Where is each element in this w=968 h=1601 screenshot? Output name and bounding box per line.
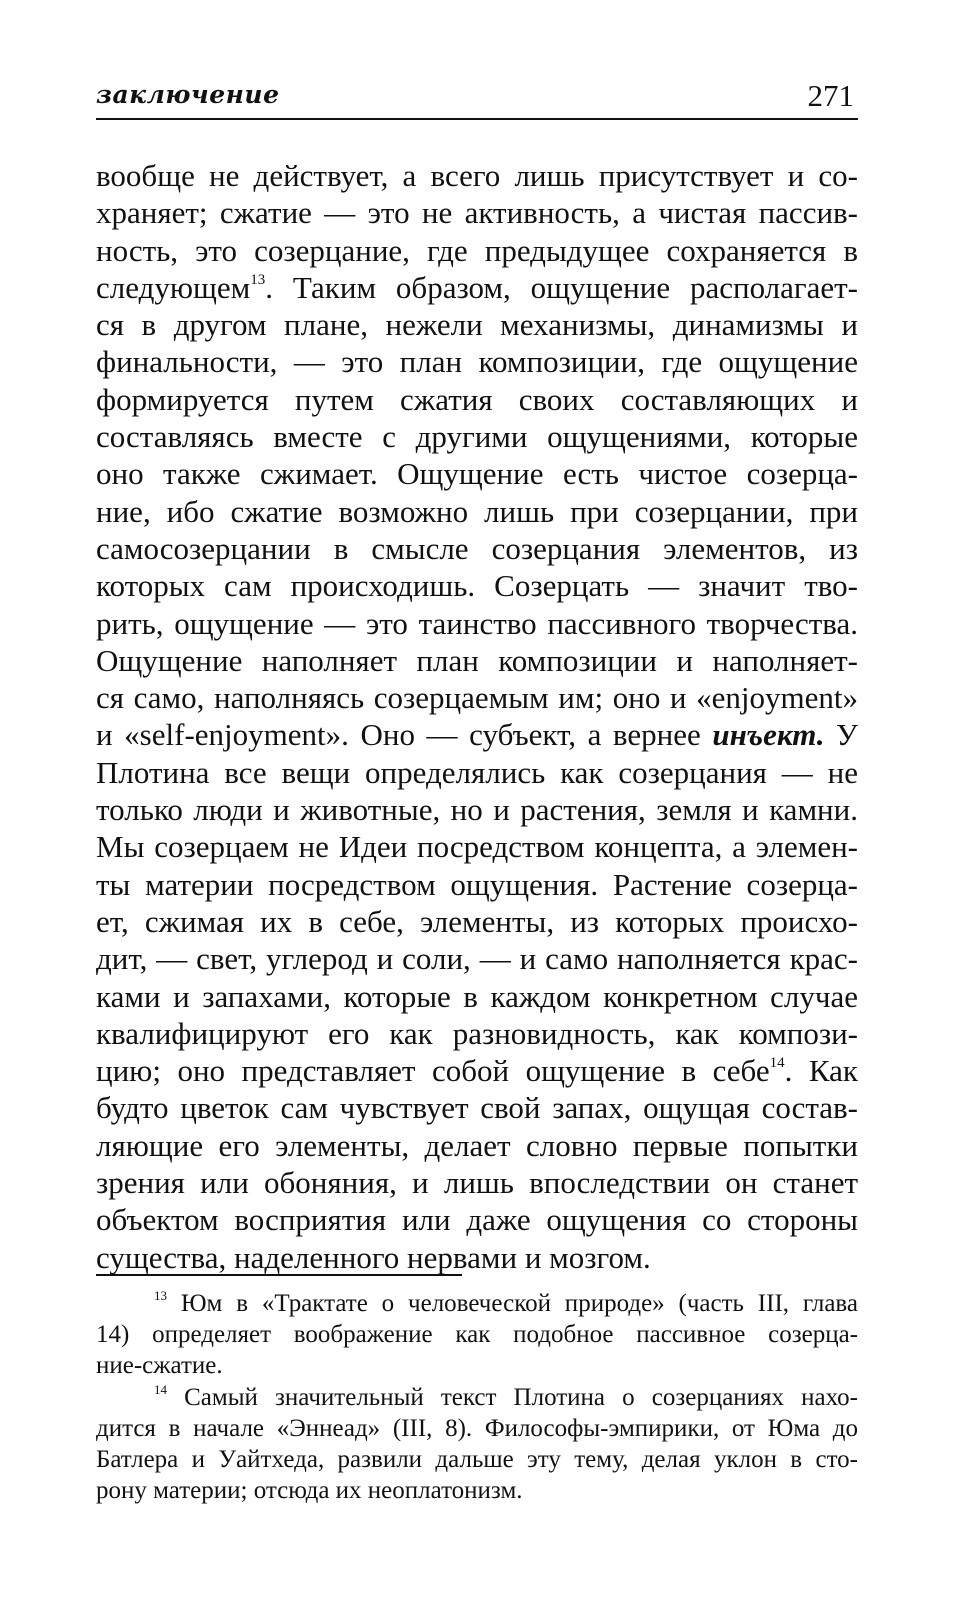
main-text [96, 157, 858, 1276]
footnote-divider [96, 1274, 462, 1276]
text-line: оно также сжимает. Ощущение есть чистое созерца- [96, 456, 858, 492]
text-line: самосозерцании в смысле созерцания элементов, из [96, 530, 858, 566]
text-line: ся в другом плане, нежели механизмы, динамизмы и [96, 307, 858, 343]
footnotes [96, 1288, 858, 1506]
text-line: Плотина все вещи определялись как созерцания — не [96, 754, 858, 790]
text-line: дит, — свет, углерод и соли, — и само наполняется крас- [96, 941, 858, 977]
text-line: зрения или обоняния, и лишь впоследствии он станет [96, 1165, 858, 1201]
text-line: ты материи посредством ощущения. Растение созерца- [96, 866, 858, 902]
text-line: следующем$^{13}$. Таким образом, ощущение располагает- [96, 269, 858, 305]
text-line: Мы созерцаем не Идеи посредством концепта, а элемен- [96, 829, 858, 865]
text-line: вообще не действует, а всего лишь присутствует и со- [96, 158, 858, 193]
text-line: Ощущение наполняет план композиции и наполняет- [96, 642, 858, 678]
footnote-line: ние-сжатие. [96, 1352, 223, 1380]
emphasis-term: инъект. [712, 717, 825, 753]
text-segment: и «self-enjoyment». Оно — субъект, а вернее [96, 717, 701, 753]
text-line: объектом восприятия или даже ощущения со стороны [96, 1202, 858, 1238]
text-line: которых сам происходишь. Созерцать — значит тво- [96, 568, 858, 604]
text-line: ляющие его элементы, делает словно первые попытки [96, 1127, 858, 1163]
section-title: заключение [96, 80, 280, 109]
text-line: будто цветок сам чувствует свой запах, ощущая состав- [96, 1090, 858, 1126]
footnote-text: Самый значительный текст Плотина о созерцаниях нахо- [184, 1383, 859, 1411]
text-line: храняет; сжатие — это не активность, а чистая пассив- [96, 195, 858, 231]
footnote-line: 14) определяет воображение как подобное пассивное созерца- [96, 1321, 858, 1349]
text-line: существа, наделенного нервами и мозгом. [96, 1239, 651, 1275]
text-segment: следующем [96, 269, 251, 305]
text-segment: цию; оно представляет собой ощущение в себе [96, 1053, 770, 1089]
text-line: ние, ибо сжатие возможно лишь при созерцании, при [96, 493, 858, 529]
footnote-ref: 13 [250, 271, 266, 288]
footnote-line: рону материи; отсюда их неоплатонизм. [96, 1477, 523, 1505]
running-header [96, 74, 858, 120]
text-line: рить, ощущение — это таинство пассивного творчества. [96, 605, 858, 641]
text-segment: Таким образом, ощущение располагает- [292, 269, 858, 305]
footnote-number: 14 [154, 1381, 167, 1397]
text-line: ность, это созерцание, где предыдущее сохраняется в [96, 232, 858, 268]
footnote-line [96, 1382, 858, 1413]
text-line: квалифицируют его как разновидность, как компози- [96, 1015, 858, 1051]
text-line [96, 1052, 858, 1089]
text-line: только люди и животные, но и растения, земля и камни. [96, 792, 858, 828]
page-number: 271 [807, 78, 854, 113]
text-line: составляясь вместе с другими ощущениями, которые [96, 419, 858, 455]
text-line: формируется путем сжатия своих составляющих и [96, 381, 858, 417]
text-line: финальности, — это план композиции, где ощущение [96, 344, 858, 380]
footnote-line: дится в начале «Эннеад» (III, 8). Философы-эмпирики, от Юма до [96, 1414, 858, 1442]
text-line: ками и запахами, которые в каждом конкретном случае [96, 978, 858, 1014]
footnote-line [96, 1288, 858, 1319]
text-segment: У [836, 717, 858, 753]
footnote-line: Батлера и Уайтхеда, развили дальше эту тему, делая уклон в сто- [96, 1445, 858, 1473]
footnote-text: Юм в «Трактате о человеческой природе» (часть III, глава [180, 1290, 859, 1317]
text-line: ет, сжимая их в себе, элементы, из которых происхо- [96, 903, 858, 939]
footnote-ref: 14 [769, 1055, 785, 1072]
text-segment: . Как [784, 1053, 858, 1089]
footnote-number: 13 [154, 1288, 167, 1303]
text-line [96, 716, 858, 753]
text-line: ся само, наполняясь созерцаемым им; оно и «enjoyment» [96, 680, 858, 716]
